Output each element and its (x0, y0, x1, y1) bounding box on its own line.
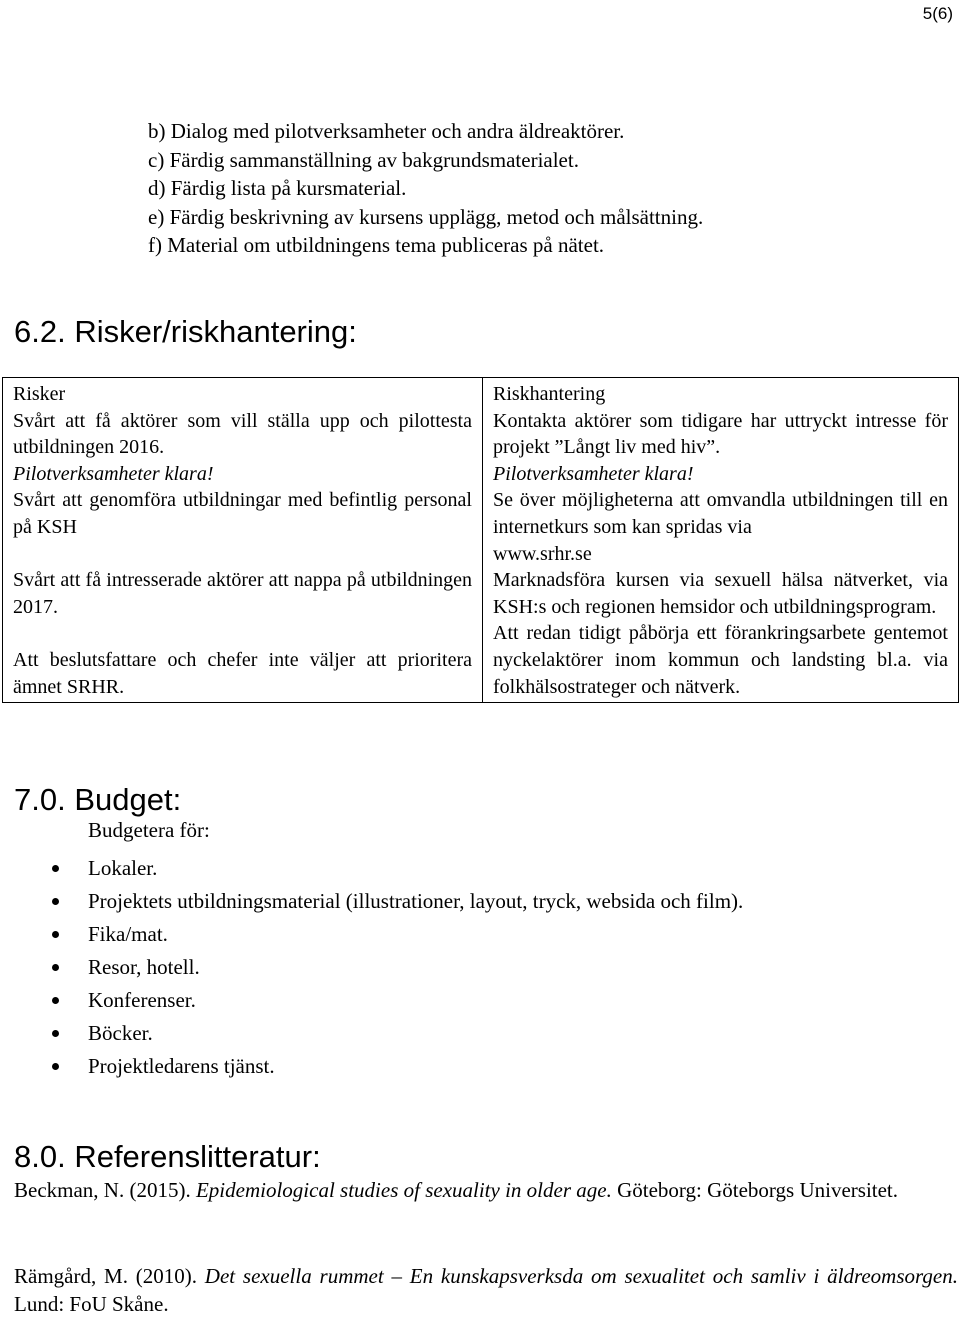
section-6-2-heading: 6.2. Risker/riskhantering: (14, 314, 357, 349)
risk-management-header: Riskhantering (493, 383, 606, 405)
budget-label: Budgetera för: (88, 818, 210, 842)
budget-item: Projektets utbildningsmaterial (illustrationer, layout, tryck, websida och film). (88, 885, 743, 918)
risk-management-column (483, 378, 959, 703)
list-item: b) Dialog med pilotverksamheter och andra äldreaktörer. (148, 119, 625, 143)
budget-item: Fika/mat. (88, 918, 743, 951)
risk-2: Svårt att genomföra utbildningar med befintlig personal på KSH (13, 489, 472, 538)
reference-1: Beckman, N. (2015). Epidemiological studies of sexuality in older age. Göteborg: Göteborgs Universitet. (14, 1178, 899, 1202)
continued-list (148, 117, 703, 260)
bullet-icon (52, 898, 59, 905)
section-8-heading: 8.0. Referenslitteratur: (14, 1139, 321, 1174)
risk-1: Svårt att få aktörer som vill ställa upp och pilottesta utbildningen 2016. (13, 409, 472, 459)
risks-header: Risker (13, 383, 66, 405)
risk-table (2, 377, 959, 703)
measure-2: Se över möjligheterna att omvandla utbildningen till en internetkurs som kan spridas via (493, 489, 948, 538)
budget-item: Projektledarens tjänst. (88, 1050, 743, 1083)
list-item: d) Färdig lista på kursmaterial. (148, 176, 407, 200)
risks-column (3, 378, 483, 703)
list-item: c) Färdig sammanställning av bakgrundsmaterialet. (148, 147, 579, 172)
budget-item: Lokaler. (88, 852, 743, 885)
bullet-icon (52, 865, 59, 872)
measure-1: Kontakta aktörer som tidigare har uttryckt intresse för projekt ”Långt liv med hiv”. (493, 409, 948, 459)
list-item: e) Färdig beskrivning av kursens upplägg, metod och målsättning. (148, 204, 704, 229)
bullet-icon (52, 997, 59, 1004)
budget-item: Böcker. (88, 1017, 743, 1050)
risk-table-row (3, 378, 959, 703)
risk-1-note: Pilotverksamheter klara! (13, 462, 214, 485)
measure-3: Marknadsföra kursen via sexuell hälsa nätverket, via KSH:s och regionen hemsidor och utbildningsprogram. (493, 569, 948, 618)
risk-4: Att beslutsfattare och chefer inte väljer att prioritera ämnet SRHR. (13, 648, 472, 698)
bullet-icon (52, 964, 59, 971)
bullet-icon (52, 931, 59, 938)
section-7-heading: 7.0. Budget: (14, 782, 182, 817)
srhr-link[interactable]: www.srhr.se (493, 542, 592, 565)
budget-item: Konferenser. (88, 984, 743, 1017)
page-number: 5(6) (922, 4, 953, 23)
reference-2: Rämgård, M. (2010). Det sexuella rummet – En kunskapsverksda om sexualitet och samliv i äldreomsorgen. Lund: FoU Skåne. (14, 1264, 958, 1316)
budget-list (88, 852, 743, 1083)
bullet-icon (52, 1063, 59, 1070)
measure-4: Att redan tidigt påbörja ett förankringsarbete gentemot nyckelaktörer inom kommun och landsting bl.a. via folkhälsostrateger och nätverk. (493, 622, 948, 698)
list-item: f) Material om utbildningens tema publiceras på nätet. (148, 233, 605, 257)
budget-item: Resor, hotell. (88, 951, 743, 984)
bullet-icon (52, 1030, 59, 1037)
measure-1-note: Pilotverksamheter klara! (493, 462, 694, 485)
risk-3: Svårt att få intresserade aktörer att nappa på utbildningen 2017. (13, 569, 472, 618)
